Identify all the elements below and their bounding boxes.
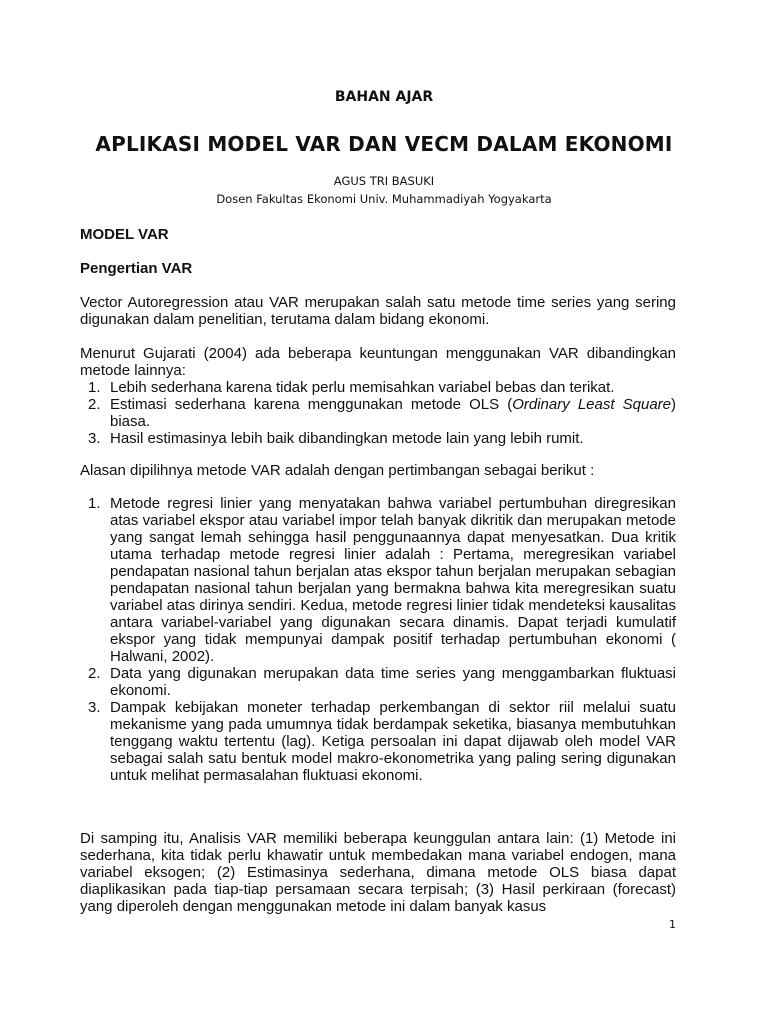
- author-name: AGUS TRI BASUKI: [333, 174, 435, 188]
- list-item-text: Estimasi sederhana karena menggunakan metode OLS (: [110, 396, 513, 413]
- list-item: [80, 699, 676, 784]
- advantages-list: [80, 379, 676, 447]
- paragraph-gujarati: Menurut Gujarati (2004) ada beberapa keuntungan menggunakan VAR dibandingkan metode lainnya:: [80, 345, 676, 379]
- list-item: [80, 665, 676, 699]
- reasons-list: [80, 495, 676, 784]
- paragraph-reasons-intro: Alasan dipilihnya metode VAR adalah dengan pertimbangan sebagai berikut :: [80, 462, 595, 479]
- document-title: APLIKASI MODEL VAR DAN VECM DALAM EKONOMI: [95, 132, 673, 156]
- list-item-text: ) biasa.: [110, 396, 676, 430]
- list-item-text: Dampak kebijakan moneter terhadap perkembangan di sektor riil melalui suatu mekanisme yang pada umumnya tidak berdampak seketika, biasanya membutuhkan tenggang waktu tertentu (lag). Ketiga persoalan ini dapat dijawab oleh model VAR sebagai salah satu bentuk model makro-ekonometrika yang paling sering digunakan untuk melihat permasalahan fluktuasi ekonomi.: [110, 699, 676, 784]
- page-number: 1: [669, 918, 676, 931]
- list-number: 1.: [88, 495, 101, 512]
- list-number: 2.: [88, 665, 101, 682]
- list-item-text: Hasil estimasinya lebih baik dibandingkan metode lain yang lebih rumit.: [110, 430, 584, 447]
- list-item: [80, 379, 676, 396]
- paragraph-definition: Vector Autoregression atau VAR merupakan salah satu metode time series yang sering digunakan dalam penelitian, terutama dalam bidang ekonomi.: [80, 294, 676, 328]
- paragraph-advantages: Di samping itu, Analisis VAR memiliki beberapa keunggulan antara lain: (1) Metode ini sederhana, kita tidak perlu khawatir untuk membedakan mana variabel endogen, mana variabel eksogen; (2) Estimasinya sederhana, dimana metode OLS biasa dapat diaplikasikan pada tiap-tiap persamaan secara terpisah; (3) Hasil perkiraan (forecast) yang diperoleh dengan menggunakan metode ini dalam banyak kasus: [80, 830, 676, 915]
- list-number: 2.: [88, 396, 101, 413]
- list-item-text: Lebih sederhana karena tidak perlu memisahkan variabel bebas dan terikat.: [110, 379, 615, 396]
- author-affiliation: Dosen Fakultas Ekonomi Univ. Muhammadiyah Yogyakarta: [216, 192, 552, 206]
- list-item-text: Data yang digunakan merupakan data time series yang menggambarkan fluktuasi ekonomi.: [110, 665, 676, 699]
- document-kicker: BAHAN AJAR: [334, 89, 434, 105]
- section-heading-model-var: MODEL VAR: [80, 226, 169, 243]
- list-item: [80, 430, 676, 447]
- list-number: 3.: [88, 699, 101, 716]
- list-number: 3.: [88, 430, 101, 447]
- list-item: [80, 495, 676, 665]
- list-number: 1.: [88, 379, 101, 396]
- subsection-heading-pengertian: Pengertian VAR: [80, 260, 193, 277]
- list-item-text: Metode regresi linier yang menyatakan bahwa variabel pertumbuhan diregresikan atas variabel ekspor atau variabel impor telah banyak dikritik dan merupakan metode yang sangat lemah sehingga hasil penggunaannya dapat menyesatkan. Dua kritik utama terhadap metode regresi linier adalah : Pertama, meregresikan variabel pendapatan nasional tahun berjalan atas ekspor tahun berjalan merupakan sebagian pendapatan nasional tahun berjalan yang bermakna bahwa kita meregresikan suatu variabel atas dirinya sendiri. Kedua, metode regresi linier tidak mendeteksi kausalitas antara variabel-variabel yang digunakan secara dinamis. Dapat terjadi kumulatif ekspor yang tidak mempunyai dampak positif terhadap pertumbuhan ekonomi ( Halwani, 2002).: [110, 495, 676, 665]
- list-item-emphasis: Ordinary Least Square: [512, 396, 671, 413]
- list-item: [80, 396, 676, 430]
